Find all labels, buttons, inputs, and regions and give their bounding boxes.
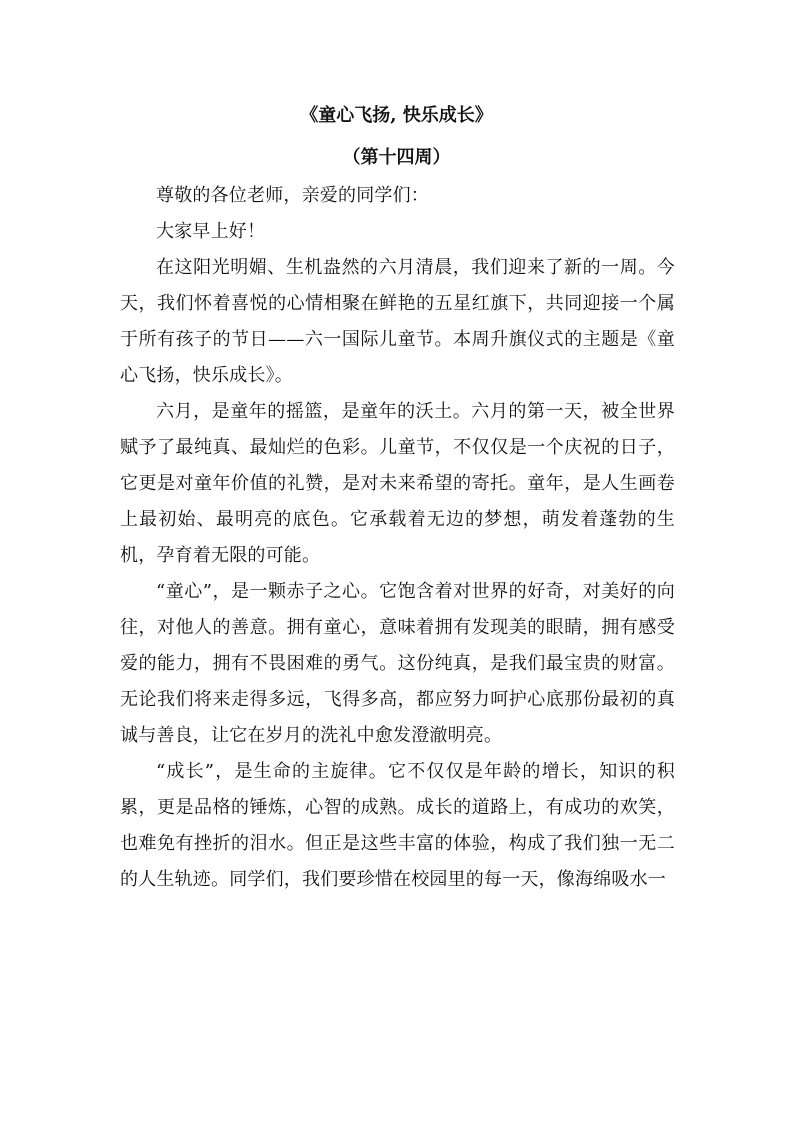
salutation: 尊敬的各位老师，亲爱的同学们： (156, 185, 429, 206)
document-title: 《童心飞扬, 快乐成长》 (300, 105, 493, 126)
greeting: 大家早上好！ (156, 221, 266, 242)
paragraph: “成长”，是生命的主旋律。它不仅仅是年龄的增长，知识的积累，更是品格的锤炼，心智的成熟。成长的道路上，有成功的欢笑，也难免有挫折的泪水。但正是这些丰富的体验，构成了我们独一无二的人生轨迹。同学们，我们要珍惜在校园里的每一天，像海绵吸水一 (120, 761, 675, 890)
paragraph: 在这阳光明媚、生机盎然的六月清晨，我们迎来了新的一周。今天，我们怀着喜悦的心情相聚在鲜艳的五星红旗下，共同迎接一个属于所有孩子的节日——六一国际儿童节。本周升旗仪式的主题是《童心飞扬，快乐成长》。 (120, 257, 675, 386)
document-body (120, 178, 675, 898)
paragraph: “童心”，是一颗赤子之心。它饱含着对世界的好奇，对美好的向往，对他人的善意。拥有童心，意味着拥有发现美的眼睛，拥有感受爱的能力，拥有不畏困难的勇气。这份纯真，是我们最宝贵的财富。无论我们将来走得多远，飞得多高，都应努力呵护心底那份最初的真诚与善良，让它在岁月的洗礼中愈发澄澈明亮。 (120, 581, 675, 746)
paragraph: 六月，是童年的摇篮，是童年的沃土。六月的第一天，被全世界赋予了最纯真、最灿烂的色彩。儿童节，不仅仅是一个庆祝的日子，它更是对童年价值的礼赞，是对未来希望的寄托。童年，是人生画卷上最初始、最明亮的底色。它承载着无边的梦想，萌发着蓬勃的生机，孕育着无限的可能。 (120, 401, 675, 566)
document-subtitle: （第十四周） (342, 147, 451, 168)
